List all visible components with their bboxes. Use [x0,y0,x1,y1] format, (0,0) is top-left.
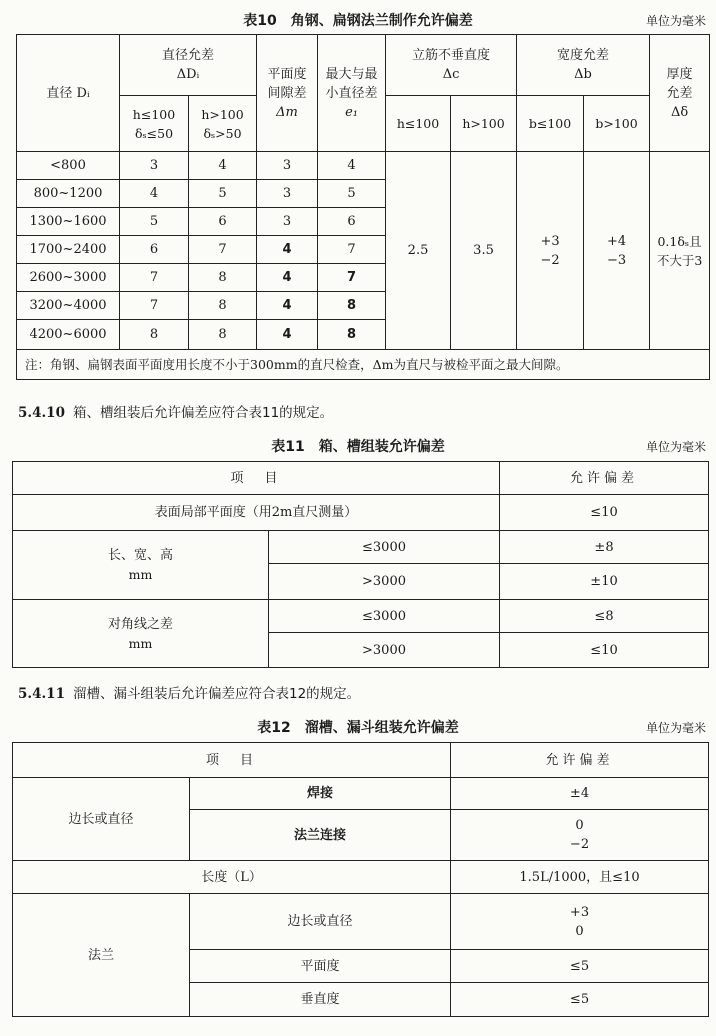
table10-caption [0,10,716,32]
cell-flat-gap: 3 [257,208,318,236]
cell-tol-a: 7 [120,264,189,292]
cell-tol-b: 7 [189,236,257,264]
cell-tol-b: 8 [189,264,257,292]
cell-flange-label: 法兰 [13,894,190,1017]
header-h-gt100-a: h>100 δₛ>50 [189,96,257,152]
cell-maxmin: 5 [318,180,386,208]
cell-surface-flatness: 表面局部平面度（用2m直尺测量） [13,495,500,531]
cell-flat-gap: 3 [257,152,318,180]
table10-note: 注：角钢、扁钢表面平面度用长度不小于300mm的直尺检查，Δm为直尺与被检平面之最大间隙。 [17,350,710,380]
cell-tol-b: 4 [189,152,257,180]
cell-lwh-val-2: ±10 [500,564,709,600]
cell-width-2: +4 −3 [584,152,650,350]
table-row [13,894,709,950]
cell-f-flat: 平面度 [190,950,451,983]
cell-tol-a: 7 [120,292,189,320]
cell-lwh-cond-1: ≤3000 [269,531,500,564]
cell-tol-a: 4 [120,180,189,208]
header-maxmin: 最大与最小直径差 e₁ [318,35,386,152]
header-h-le100-a: h≤100 δₛ≤50 [120,96,189,152]
cell-tol-a: 8 [120,320,189,350]
cell-flange-conn: 法兰连接 [190,810,451,861]
cell-flat-gap: 4 [257,264,318,292]
cell-weld-val: ±4 [451,778,709,810]
cell-rib-1: 2.5 [386,152,451,350]
cell-diameter: 3200~4000 [17,292,120,320]
cell-lwh-label: 长、宽、高 mm [13,531,269,600]
table10-unit: 单位为毫米 [645,14,706,28]
cell-tol-b: 8 [189,320,257,350]
header-flat-gap: 平面度间隙差 Δm [257,35,318,152]
header-thick: 厚度允差 Δδ [650,35,710,152]
cell-lwh-val-1: ±8 [500,531,709,564]
cell-tol-b: 6 [189,208,257,236]
table11-header-item: 项 目 [13,462,500,495]
cell-width-1: +3 −2 [517,152,584,350]
table12-unit: 单位为毫米 [645,721,706,735]
cell-f-vert-val: ≤5 [451,983,709,1017]
cell-flat-gap: 4 [257,236,318,264]
table11 [12,461,709,668]
cell-maxmin: 6 [318,208,386,236]
cell-length-val: 1.5L/1000，且≤10 [451,861,709,894]
header-width: 宽度允差 Δb [517,35,650,96]
table11-title: 表11 箱、槽组装允许偏差 [271,439,445,455]
table-row [13,531,709,564]
table-row [13,778,709,810]
header-dia-tol: 直径允差 ΔDᵢ [120,35,257,96]
cell-diag-val-1: ≤8 [500,600,709,633]
cell-tol-b: 5 [189,180,257,208]
cell-side-label: 边长或直径 [13,778,190,861]
table12-title: 表12 溜槽、漏斗组装允许偏差 [257,720,459,736]
cell-thick: 0.1δₛ且 不大于3 [650,152,710,350]
cell-length-label: 长度（L） [13,861,451,894]
cell-diameter: 4200~6000 [17,320,120,350]
cell-weld: 焊接 [190,778,451,810]
table12-header-item: 项 目 [13,743,451,778]
cell-surface-flatness-val: ≤10 [500,495,709,531]
cell-lwh-cond-2: >3000 [269,564,500,600]
table-row [17,152,710,180]
table11-header-tol: 允许偏差 [500,462,709,495]
cell-diag-cond-1: ≤3000 [269,600,500,633]
cell-diag-cond-2: >3000 [269,633,500,668]
table10-title: 表10 角钢、扁钢法兰制作允许偏差 [243,13,473,29]
cell-rib-2: 3.5 [451,152,517,350]
table11-unit: 单位为毫米 [645,440,706,454]
cell-tol-a: 3 [120,152,189,180]
cell-maxmin: 7 [318,264,386,292]
table-row [13,495,709,531]
cell-diameter: 2600~3000 [17,264,120,292]
cell-f-flat-val: ≤5 [451,950,709,983]
cell-diameter: 1700~2400 [17,236,120,264]
header-b-gt100: b>100 [584,96,650,152]
table-row [13,861,709,894]
cell-tol-a: 6 [120,236,189,264]
clause-5-4-11: 5.4.11 溜槽、漏斗组装后允许偏差应符合表12的规定。 [18,686,361,702]
table12-header-tol: 允许偏差 [451,743,709,778]
cell-flat-gap: 4 [257,292,318,320]
table12 [12,742,709,1017]
cell-maxmin: 4 [318,152,386,180]
cell-diag-label: 对角线之差 mm [13,600,269,668]
cell-maxmin: 8 [318,320,386,350]
cell-diameter: 1300~1600 [17,208,120,236]
cell-tol-a: 5 [120,208,189,236]
cell-maxmin: 7 [318,236,386,264]
cell-flange-conn-val: 0 −2 [451,810,709,861]
header-h-le100-b: h≤100 [386,96,451,152]
table11-caption [0,436,716,458]
cell-tol-b: 8 [189,292,257,320]
header-rib: 立筋不垂直度 Δc [386,35,517,96]
cell-f-side-val: +3 0 [451,894,709,950]
cell-diameter: <800 [17,152,120,180]
cell-flat-gap: 3 [257,180,318,208]
table12-caption [0,717,716,739]
cell-f-side: 边长或直径 [190,894,451,950]
cell-diameter: 800~1200 [17,180,120,208]
table-row [13,600,709,633]
header-diameter: 直径 Dᵢ [17,35,120,152]
header-b-le100: b≤100 [517,96,584,152]
cell-maxmin: 8 [318,292,386,320]
cell-diag-val-2: ≤10 [500,633,709,668]
header-h-gt100-b: h>100 [451,96,517,152]
cell-flat-gap: 4 [257,320,318,350]
clause-5-4-10: 5.4.10 箱、槽组装后允许偏差应符合表11的规定。 [18,405,334,421]
cell-f-vert: 垂直度 [190,983,451,1017]
table10 [16,34,710,380]
